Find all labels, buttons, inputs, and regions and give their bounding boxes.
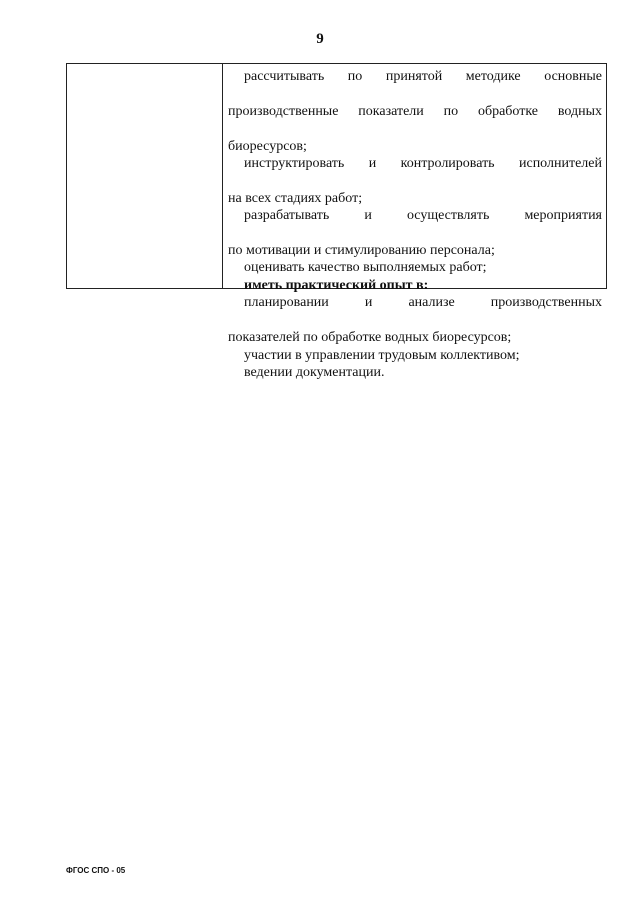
text-line: производственные показатели по обработке водных (228, 103, 602, 119)
text-line: разрабатывать и осуществлять мероприятия (244, 208, 602, 224)
table-column-divider (222, 64, 223, 288)
text-line: инструктировать и контролировать исполнителей (244, 156, 602, 172)
competency-table (66, 63, 607, 380)
text-line: участии в управлении трудовым коллективом; (244, 347, 520, 363)
text-line: показателей по обработке водных биоресурсов; (228, 330, 512, 346)
section-heading: иметь практический опыт в: (244, 277, 429, 293)
text-line: на всех стадиях работ; (228, 190, 363, 206)
text-line: биоресурсов; (228, 138, 307, 154)
text-line: ведении документации. (244, 364, 385, 380)
text-line: планировании и анализе производственных (244, 295, 602, 311)
text-line: оценивать качество выполняемых работ; (244, 260, 487, 276)
footer-doc-code: ФГОС СПО - 05 (66, 866, 126, 875)
table-cell-skills (228, 68, 602, 381)
page-number: 9 (316, 31, 324, 47)
text-line: по мотивации и стимулированию персонала; (228, 243, 495, 259)
text-line: рассчитывать по принятой методике основные (244, 69, 602, 84)
